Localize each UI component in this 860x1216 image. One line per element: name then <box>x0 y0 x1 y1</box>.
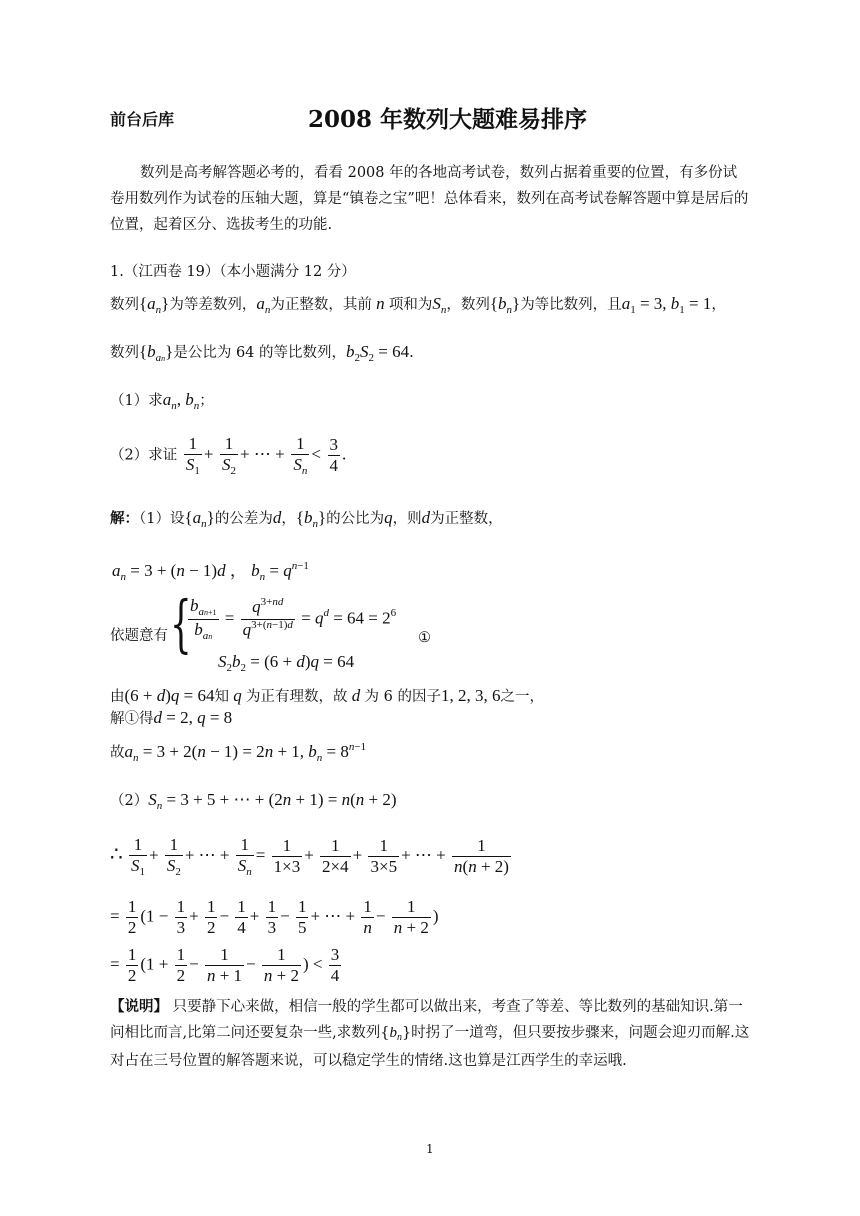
problem-part-1: （1）求$a_n$, $b_n$； <box>110 390 214 412</box>
note-paragraph: 【说明】 只要静下心来做，相信一般的学生都可以做出来，考查了等差、等比数列的基础知识.第一问相比而言,比第二问还要复杂一些,求数列$\{b_n\}$时拐了一道弯，但只要按步骤来，问题会迎刃而解.这对占在三号位置的解答题来说，可以稳定学生的情绪.这也算是江西学生的幸运哦. <box>110 998 750 1069</box>
intro-paragraph: 数列是高考解答题必考的，看看 2008 年的各地高考试卷，数列占据着重要的位置，有多份试卷用数列作为试卷的压轴大题，算是“镇卷之宝”吧！总体看来，数列在高考试卷解答题中算是居后的位置，起着区分、选拔考生的功能. <box>110 165 749 233</box>
solution-part-2-sum: $(2)S_n = 3 + 5$ + ⋯ + (2n + 1) = n(n + 2) <box>110 790 397 812</box>
circle-one-marker: ① <box>418 630 431 646</box>
system-equation-1: $\frac{b_{an+1}}{b_{an}}$ = $\frac{q^{3+nd}}{q^{3+(n-1)d}}$ = $q^d = 64 = 2^6$ <box>190 596 397 642</box>
problem-line-1: 数列$\{a_n\}$为等差数列，$a_n$为正整数，其前 n 项和为$S_n$，数列$\{b_n\}$为等比数列，且$a_1 = 3$, $b_1 = 1$， <box>110 294 726 316</box>
problem-part-2: （2）求证 $\frac{1}{S_1}$ + $\frac{1}{S_2}$ + ⋯ + $\frac{1}{S_n}$ < $\frac{3}{4}$ . <box>110 434 347 477</box>
solution-line-1: 解：（1）设$\{a_n\}$的公差为d，$\{b_n\}$的公比为q，则d为正整数， <box>110 508 503 530</box>
system-equation-2: $S_2b_2 = (6 + d)q = 64$ <box>218 652 355 674</box>
problem-heading: 1.（江西卷 19）（本小题满分 12 分） <box>110 264 356 280</box>
header-left-label: 前台后库 <box>110 110 175 129</box>
solution-therefore-line: ∴ $\frac{1}{S_1}$ + $\frac{1}{S_2}$ + ⋯ + $\frac{1}{S_n}$ = $\frac{1}{1\times 3}$ + $\frac{1}{2\times 4}$ + $\frac{1}{3\times 5}$ + ⋯ + $\frac{1}{n(n + 2)}$ <box>110 835 509 878</box>
system-label: 依题意有 <box>110 628 168 644</box>
page-title: 2008 年数列大题难易排序 <box>308 106 588 133</box>
solution-final-line: = $\frac{1}{2}$ (1 + $\frac{1}{2}$ − $\frac{1}{n + 1}$ − $\frac{1}{n + 2}$ ) < $\frac{3}{4}$ <box>110 945 340 985</box>
problem-line-2: 数列$\{b_{an}\}$是公比为 64 的等比数列，$b_2S_2 = 64$. <box>110 342 414 364</box>
system-brace: { <box>170 587 192 660</box>
solution-line-result: 故$a_n = 3 + 2(n - 1) = 2n + 1$, $b_n = 8^{n-1}$ <box>110 741 367 764</box>
solution-line-factor: 由(6 + d)q = 64知 q 为正有理数，故 d 为 6 的因子1, 2, 3, 6之一， <box>110 686 544 705</box>
solution-formula-general-terms: $a_n = 3 + (n - 1)d$ ， $b_n = q^{n-1}$ <box>112 560 309 583</box>
solution-line-solve: 解①得d = 2, q = 8 <box>110 708 233 727</box>
solution-telescoping-line: = $\frac{1}{2}$ (1 − $\frac{1}{3}$ + $\frac{1}{2}$ − $\frac{1}{4}$ + $\frac{1}{3}$ − $\frac{1}{5}$ + ⋯ + $\frac{1}{n}$ − $\frac{1}{n + 2}$ ) <box>110 897 439 937</box>
page-number: 1 <box>426 1142 434 1156</box>
